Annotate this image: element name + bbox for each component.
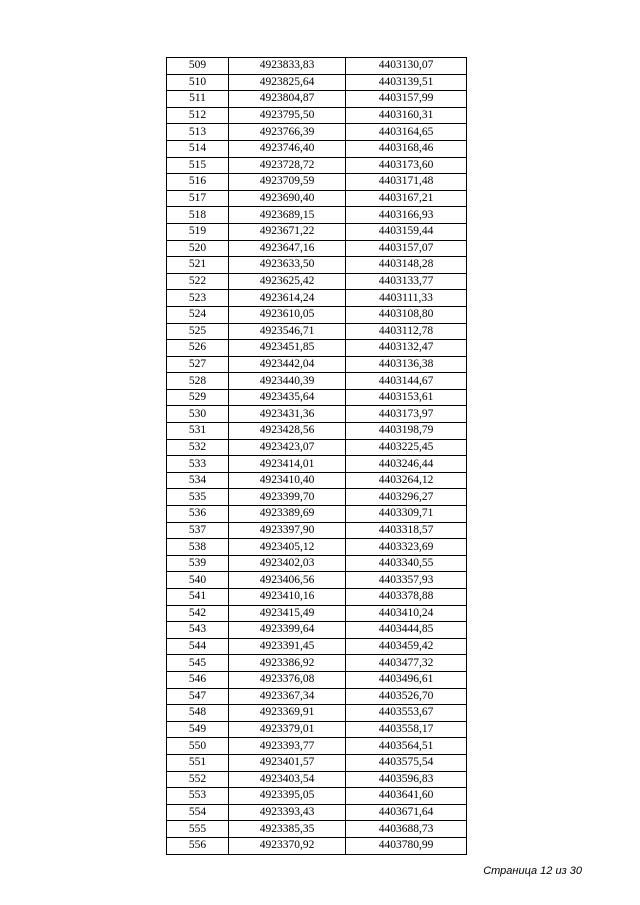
table-row	[167, 671, 467, 688]
x-coordinate-cell: 4923804,87	[229, 91, 346, 108]
x-coordinate-cell: 4923625,42	[229, 273, 346, 290]
y-coordinate-cell: 4403198,79	[346, 423, 467, 440]
point-number-cell: 535	[167, 489, 229, 506]
y-coordinate-cell: 4403459,42	[346, 638, 467, 655]
page-number: Страница 12 из 30	[483, 865, 582, 877]
y-coordinate-cell: 4403144,67	[346, 373, 467, 390]
table-row	[167, 456, 467, 473]
table-row	[167, 837, 467, 854]
y-coordinate-cell: 4403553,67	[346, 705, 467, 722]
y-coordinate-cell: 4403157,07	[346, 240, 467, 257]
x-coordinate-cell: 4923410,40	[229, 472, 346, 489]
x-coordinate-cell: 4923423,07	[229, 439, 346, 456]
x-coordinate-cell: 4923397,90	[229, 522, 346, 539]
point-number-cell: 529	[167, 389, 229, 406]
point-number-cell: 548	[167, 705, 229, 722]
point-number-cell: 514	[167, 140, 229, 157]
y-coordinate-cell: 4403164,65	[346, 124, 467, 141]
y-coordinate-cell: 4403133,77	[346, 273, 467, 290]
x-coordinate-cell: 4923369,91	[229, 705, 346, 722]
y-coordinate-cell: 4403688,73	[346, 821, 467, 838]
table-row	[167, 406, 467, 423]
x-coordinate-cell: 4923614,24	[229, 290, 346, 307]
table-row	[167, 58, 467, 75]
table-row	[167, 140, 467, 157]
x-coordinate-cell: 4923610,05	[229, 306, 346, 323]
point-number-cell: 523	[167, 290, 229, 307]
y-coordinate-cell: 4403564,51	[346, 738, 467, 755]
y-coordinate-cell: 4403780,99	[346, 837, 467, 854]
x-coordinate-cell: 4923410,16	[229, 589, 346, 606]
x-coordinate-cell: 4923833,83	[229, 58, 346, 75]
x-coordinate-cell: 4923647,16	[229, 240, 346, 257]
point-number-cell: 550	[167, 738, 229, 755]
point-number-cell: 511	[167, 91, 229, 108]
table-row	[167, 705, 467, 722]
table-row	[167, 638, 467, 655]
point-number-cell: 531	[167, 423, 229, 440]
x-coordinate-cell: 4923546,71	[229, 323, 346, 340]
point-number-cell: 546	[167, 671, 229, 688]
point-number-cell: 554	[167, 804, 229, 821]
point-number-cell: 538	[167, 539, 229, 556]
x-coordinate-cell: 4923405,12	[229, 539, 346, 556]
x-coordinate-cell: 4923415,49	[229, 605, 346, 622]
x-coordinate-cell: 4923379,01	[229, 721, 346, 738]
point-number-cell: 543	[167, 622, 229, 639]
table-row	[167, 572, 467, 589]
x-coordinate-cell: 4923370,92	[229, 837, 346, 854]
table-row	[167, 157, 467, 174]
table-row	[167, 539, 467, 556]
table-row	[167, 373, 467, 390]
y-coordinate-cell: 4403148,28	[346, 257, 467, 274]
point-number-cell: 513	[167, 124, 229, 141]
x-coordinate-cell: 4923442,04	[229, 356, 346, 373]
y-coordinate-cell: 4403246,44	[346, 456, 467, 473]
table-row	[167, 190, 467, 207]
y-coordinate-cell: 4403168,46	[346, 140, 467, 157]
x-coordinate-cell: 4923709,59	[229, 174, 346, 191]
y-coordinate-cell: 4403171,48	[346, 174, 467, 191]
table-row	[167, 804, 467, 821]
table-row	[167, 124, 467, 141]
y-coordinate-cell: 4403641,60	[346, 788, 467, 805]
y-coordinate-cell: 4403132,47	[346, 340, 467, 357]
x-coordinate-cell: 4923393,77	[229, 738, 346, 755]
y-coordinate-cell: 4403496,61	[346, 671, 467, 688]
y-coordinate-cell: 4403596,83	[346, 771, 467, 788]
point-number-cell: 519	[167, 223, 229, 240]
table-row	[167, 754, 467, 771]
point-number-cell: 528	[167, 373, 229, 390]
x-coordinate-cell: 4923440,39	[229, 373, 346, 390]
point-number-cell: 522	[167, 273, 229, 290]
table-row	[167, 472, 467, 489]
y-coordinate-cell: 4403136,38	[346, 356, 467, 373]
point-number-cell: 534	[167, 472, 229, 489]
point-number-cell: 530	[167, 406, 229, 423]
table-row	[167, 356, 467, 373]
y-coordinate-cell: 4403671,64	[346, 804, 467, 821]
x-coordinate-cell: 4923401,57	[229, 754, 346, 771]
table-row	[167, 74, 467, 91]
table-row	[167, 788, 467, 805]
y-coordinate-cell: 4403157,99	[346, 91, 467, 108]
point-number-cell: 516	[167, 174, 229, 191]
table-row	[167, 423, 467, 440]
point-number-cell: 542	[167, 605, 229, 622]
table-row	[167, 738, 467, 755]
point-number-cell: 551	[167, 754, 229, 771]
table-row	[167, 340, 467, 357]
y-coordinate-cell: 4403111,33	[346, 290, 467, 307]
table-row	[167, 389, 467, 406]
point-number-cell: 524	[167, 306, 229, 323]
y-coordinate-cell: 4403139,51	[346, 74, 467, 91]
table-row	[167, 257, 467, 274]
table-row	[167, 107, 467, 124]
point-number-cell: 553	[167, 788, 229, 805]
point-number-cell: 520	[167, 240, 229, 257]
point-number-cell: 533	[167, 456, 229, 473]
point-number-cell: 510	[167, 74, 229, 91]
y-coordinate-cell: 4403296,27	[346, 489, 467, 506]
table-row	[167, 771, 467, 788]
x-coordinate-cell: 4923451,85	[229, 340, 346, 357]
point-number-cell: 544	[167, 638, 229, 655]
point-number-cell: 525	[167, 323, 229, 340]
x-coordinate-cell: 4923402,03	[229, 555, 346, 572]
table-row	[167, 91, 467, 108]
y-coordinate-cell: 4403309,71	[346, 506, 467, 523]
x-coordinate-cell: 4923435,64	[229, 389, 346, 406]
point-number-cell: 536	[167, 506, 229, 523]
y-coordinate-cell: 4403357,93	[346, 572, 467, 589]
y-coordinate-cell: 4403153,61	[346, 389, 467, 406]
y-coordinate-cell: 4403477,32	[346, 655, 467, 672]
y-coordinate-cell: 4403160,31	[346, 107, 467, 124]
x-coordinate-cell: 4923386,92	[229, 655, 346, 672]
table-row	[167, 555, 467, 572]
table-row	[167, 655, 467, 672]
point-number-cell: 527	[167, 356, 229, 373]
y-coordinate-cell: 4403575,54	[346, 754, 467, 771]
table-row	[167, 223, 467, 240]
y-coordinate-cell: 4403340,55	[346, 555, 467, 572]
table-row	[167, 240, 467, 257]
point-number-cell: 556	[167, 837, 229, 854]
point-number-cell: 540	[167, 572, 229, 589]
x-coordinate-cell: 4923428,56	[229, 423, 346, 440]
x-coordinate-cell: 4923690,40	[229, 190, 346, 207]
point-number-cell: 509	[167, 58, 229, 75]
table-row	[167, 207, 467, 224]
table-row	[167, 721, 467, 738]
table-row	[167, 489, 467, 506]
point-number-cell: 541	[167, 589, 229, 606]
y-coordinate-cell: 4403159,44	[346, 223, 467, 240]
x-coordinate-cell: 4923395,05	[229, 788, 346, 805]
x-coordinate-cell: 4923391,45	[229, 638, 346, 655]
y-coordinate-cell: 4403130,07	[346, 58, 467, 75]
table-row	[167, 605, 467, 622]
y-coordinate-cell: 4403444,85	[346, 622, 467, 639]
coordinates-table-body	[167, 58, 467, 855]
table-row	[167, 290, 467, 307]
table-row	[167, 323, 467, 340]
point-number-cell: 515	[167, 157, 229, 174]
x-coordinate-cell: 4923414,01	[229, 456, 346, 473]
y-coordinate-cell: 4403558,17	[346, 721, 467, 738]
table-row	[167, 174, 467, 191]
x-coordinate-cell: 4923671,22	[229, 223, 346, 240]
point-number-cell: 555	[167, 821, 229, 838]
x-coordinate-cell: 4923633,50	[229, 257, 346, 274]
point-number-cell: 532	[167, 439, 229, 456]
x-coordinate-cell: 4923406,56	[229, 572, 346, 589]
x-coordinate-cell: 4923385,35	[229, 821, 346, 838]
x-coordinate-cell: 4923393,43	[229, 804, 346, 821]
table-row	[167, 688, 467, 705]
point-number-cell: 547	[167, 688, 229, 705]
x-coordinate-cell: 4923825,64	[229, 74, 346, 91]
table-row	[167, 589, 467, 606]
y-coordinate-cell: 4403526,70	[346, 688, 467, 705]
x-coordinate-cell: 4923403,54	[229, 771, 346, 788]
point-number-cell: 545	[167, 655, 229, 672]
point-number-cell: 518	[167, 207, 229, 224]
point-number-cell: 549	[167, 721, 229, 738]
point-number-cell: 552	[167, 771, 229, 788]
table-row	[167, 622, 467, 639]
y-coordinate-cell: 4403173,60	[346, 157, 467, 174]
point-number-cell: 517	[167, 190, 229, 207]
x-coordinate-cell: 4923746,40	[229, 140, 346, 157]
x-coordinate-cell: 4923367,34	[229, 688, 346, 705]
x-coordinate-cell: 4923766,39	[229, 124, 346, 141]
point-number-cell: 526	[167, 340, 229, 357]
point-number-cell: 512	[167, 107, 229, 124]
y-coordinate-cell: 4403225,45	[346, 439, 467, 456]
table-row	[167, 273, 467, 290]
table-row	[167, 439, 467, 456]
y-coordinate-cell: 4403410,24	[346, 605, 467, 622]
point-number-cell: 521	[167, 257, 229, 274]
y-coordinate-cell: 4403173,97	[346, 406, 467, 423]
y-coordinate-cell: 4403167,21	[346, 190, 467, 207]
x-coordinate-cell: 4923728,72	[229, 157, 346, 174]
table-row	[167, 506, 467, 523]
y-coordinate-cell: 4403323,69	[346, 539, 467, 556]
y-coordinate-cell: 4403108,80	[346, 306, 467, 323]
x-coordinate-cell: 4923399,64	[229, 622, 346, 639]
table-row	[167, 522, 467, 539]
y-coordinate-cell: 4403166,93	[346, 207, 467, 224]
x-coordinate-cell: 4923689,15	[229, 207, 346, 224]
point-number-cell: 539	[167, 555, 229, 572]
x-coordinate-cell: 4923431,36	[229, 406, 346, 423]
x-coordinate-cell: 4923376,08	[229, 671, 346, 688]
table-row	[167, 821, 467, 838]
table-row	[167, 306, 467, 323]
x-coordinate-cell: 4923795,50	[229, 107, 346, 124]
y-coordinate-cell: 4403112,78	[346, 323, 467, 340]
point-number-cell: 537	[167, 522, 229, 539]
x-coordinate-cell: 4923389,69	[229, 506, 346, 523]
y-coordinate-cell: 4403318,57	[346, 522, 467, 539]
coordinates-table	[166, 57, 467, 855]
y-coordinate-cell: 4403264,12	[346, 472, 467, 489]
y-coordinate-cell: 4403378,88	[346, 589, 467, 606]
x-coordinate-cell: 4923399,70	[229, 489, 346, 506]
